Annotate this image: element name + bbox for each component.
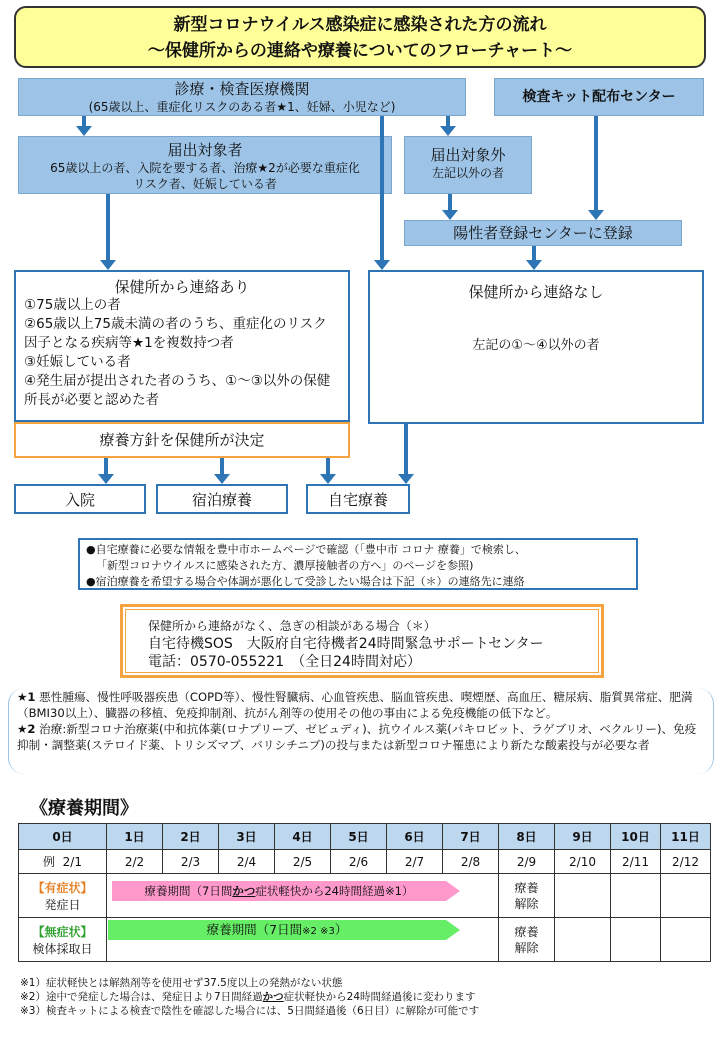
- date-cell: 2/11: [611, 850, 661, 874]
- day-cell: 0日: [19, 824, 107, 850]
- hospital-box: [14, 484, 146, 514]
- medical-sub: (65歳以上、重症化リスクのある者★1、妊婦、小児など): [88, 100, 396, 114]
- notifiable-sub: 65歳以上の者、入院を要する者、治療★2が必要な重症化リスク者、妊娠している者: [50, 161, 360, 191]
- arrow-medical-notifiable-head: [76, 126, 92, 136]
- date-cell: 2/12: [661, 850, 711, 874]
- notes-box: [8, 688, 714, 774]
- table-row-days: [19, 824, 711, 850]
- symptomatic-release-cell: [499, 874, 555, 918]
- date-cell: 2/2: [107, 850, 163, 874]
- symptomatic-period-bar: 療養期間（7日間かつ症状軽快から24時間経過※1）: [112, 881, 446, 901]
- day-cell: 4日: [275, 824, 331, 850]
- contact-yes-item-2: ②65歳以上75歳未満の者のうち、重症化のリスク因子となる疾病等★1を複数持つ者: [24, 316, 327, 351]
- contact-yes-item-3: ③妊娠している者: [24, 354, 131, 370]
- contact-no-sub: 左記の①～④以外の者: [472, 338, 600, 353]
- sos-contact-box: [120, 604, 604, 678]
- footnote-1: ※1）症状軽快とは解熱剤等を使用せず37.5度以上の発熱がない状態: [20, 977, 343, 989]
- day-cell: 8日: [499, 824, 555, 850]
- contact-no-title: 保健所から連絡なし: [468, 283, 604, 301]
- contact-yes-item-1: ①75歳以上の者: [24, 297, 121, 313]
- arrow-notifiable-contactyes-head: [100, 260, 116, 270]
- date-cell: 2/3: [163, 850, 219, 874]
- info-line3: ●宿泊療養を希望する場合や体調が悪化して受診したい場合は下記（＊）の連絡先に連絡: [86, 575, 525, 588]
- arrow-policy-hospital-head: [98, 474, 114, 484]
- date-cell: 2/10: [555, 850, 611, 874]
- arrow-center-contactno-head: [526, 260, 542, 270]
- symptomatic-bar-tip: [446, 881, 460, 901]
- non-notifiable-box: [404, 136, 532, 194]
- arrow-kit-center-head: [588, 210, 604, 220]
- day-cell: 11日: [661, 824, 711, 850]
- arrow-policy-home-head: [320, 474, 336, 484]
- page-title: [14, 6, 706, 68]
- date-cell: 2/9: [499, 850, 555, 874]
- symptomatic-label: 発症日: [44, 897, 81, 912]
- arrow-contactno-home-line: [404, 424, 408, 476]
- arrow-kit-center-line: [594, 116, 598, 212]
- day-cell: 6日: [387, 824, 443, 850]
- dates-prefix: 例: [43, 855, 56, 869]
- note-2-mark: ★2: [17, 722, 36, 736]
- contact-yes-title: 保健所から連絡あり: [114, 278, 250, 296]
- kit-center-box: [494, 78, 704, 116]
- notifiable-title: 届出対象者: [167, 141, 243, 159]
- contact-yes-item-4: ④発生届が提出された者のうち、①～③以外の保健所長が必要と認めた者: [24, 373, 331, 408]
- day-cell: 5日: [331, 824, 387, 850]
- title-line1: 新型コロナウイルス感染症に感染された方の流れ: [173, 15, 547, 35]
- home-care-info-box: [78, 538, 638, 590]
- date-cell: 2/7: [387, 850, 443, 874]
- info-line2: 「新型コロナウイルスに感染された方、濃厚接触者の方へ」のページを参照): [96, 559, 474, 572]
- asymptomatic-period-bar: 療養期間（7日間※2 ※3）: [108, 920, 446, 940]
- footnote-2: ※2）途中で発症した場合は、発症日より7日間経過かつ症状軽快から24時間経過後に変わります: [20, 991, 476, 1003]
- day-cell: 10日: [611, 824, 661, 850]
- day-cell: 3日: [219, 824, 275, 850]
- day-cell: 1日: [107, 824, 163, 850]
- sos-phone: 電話：0570-055221 （全日24時間対応）: [148, 654, 421, 670]
- hotel-label: 宿泊療養: [191, 491, 252, 509]
- arrow-policy-hotel-head: [214, 474, 230, 484]
- arrow-contactno-home-head: [398, 474, 414, 484]
- date-cell: 例 2/1: [19, 850, 107, 874]
- positive-center-box: [404, 220, 682, 246]
- positive-center-label: 陽性者登録センターに登録: [453, 224, 633, 242]
- medical-title: 診療・検査医療機関: [174, 80, 310, 98]
- footnote-3: ※3）検査キットによる検査で陰性を確認した場合には、5日間経過後（6日目）に解除が可能です: [20, 1005, 480, 1017]
- arrow-notifiable-contactyes-line: [106, 194, 110, 262]
- date-cell: 2/4: [219, 850, 275, 874]
- arrow-medical-contactno-head: [374, 260, 390, 270]
- arrow-medical-contactno-line: [380, 116, 384, 262]
- medical-institution-box: [18, 78, 466, 116]
- note-2-text: 治療:新型コロナ治療薬(中和抗体薬(ロナプリーブ、ゼビュディ)、抗ウイルス薬(パキロビット、ラゲブリオ、ベクルリー)、免疫抑制・調整薬(ステロイド薬、トリシズマブ、バリシチニブ)の投与または新型コロナ罹患により新たな酸素投与が必要な者: [17, 722, 697, 752]
- hospital-label: 入院: [64, 491, 95, 509]
- home-box: [306, 484, 410, 514]
- contact-no-box: [368, 270, 704, 424]
- asymptomatic-release: 療養解除: [514, 924, 539, 955]
- hotel-box: [156, 484, 288, 514]
- kit-center-label: 検査キット配布センター: [522, 89, 676, 105]
- date-cell: 2/6: [331, 850, 387, 874]
- day-cell: 9日: [555, 824, 611, 850]
- table-row-dates: [19, 850, 711, 874]
- date-cell: 2/8: [443, 850, 499, 874]
- symptomatic-label-cell: [19, 874, 107, 918]
- footnotes: [20, 976, 479, 1018]
- contact-yes-box: [14, 270, 350, 422]
- sos-line2: 自宅待機SOS 大阪府自宅待機者24時間緊急サポートセンター: [148, 636, 544, 652]
- title-line2: ～保健所からの連絡や療養についてのフローチャート～: [147, 41, 573, 61]
- symptomatic-tag: 【有症状】: [32, 880, 93, 895]
- period-heading: 《療養期間》: [30, 798, 138, 819]
- non-notifiable-sub: 左記以外の者: [431, 166, 504, 180]
- asymptomatic-label: 検体採取日: [32, 941, 93, 956]
- arrow-nonnotifiable-center-head: [442, 210, 458, 220]
- non-notifiable-title: 届出対象外: [430, 146, 506, 164]
- asymptomatic-label-cell: [19, 918, 107, 962]
- notifiable-box: [18, 136, 392, 194]
- note-2: [17, 721, 705, 753]
- day-cell: 2日: [163, 824, 219, 850]
- note-1-mark: ★1: [17, 690, 36, 704]
- info-line1: ●自宅療養に必要な情報を豊中市ホームページで確認（「豊中市 コロナ 療養」で検索し、: [86, 543, 526, 556]
- policy-label: 療養方針を保健所が決定: [99, 431, 265, 449]
- asymptomatic-tag: 【無症状】: [32, 924, 93, 939]
- note-1: [17, 689, 705, 721]
- home-label: 自宅療養: [327, 491, 388, 509]
- arrow-medical-nonnotifiable-head: [440, 126, 456, 136]
- note-1-text: 悪性腫瘍、慢性呼吸器疾患（COPD等）、慢性腎臓病、心血管疾患、脳血管疾患、喫煙歴、高血圧、糖尿病、脂質異常症、肥満（BMI30以上）、臓器の移植、免疫抑制剤、抗がん剤等の使用その他の事由による免疫機能の低下など。: [17, 690, 693, 720]
- asymptomatic-bar-tip: [446, 920, 460, 940]
- sos-line1: 保健所から連絡がなく、急ぎの相談がある場合（＊）: [148, 619, 436, 633]
- symptomatic-release: 療養解除: [514, 880, 539, 911]
- policy-box: [14, 422, 350, 458]
- date-cell: 2/5: [275, 850, 331, 874]
- asymptomatic-release-cell: [499, 918, 555, 962]
- day-cell: 7日: [443, 824, 499, 850]
